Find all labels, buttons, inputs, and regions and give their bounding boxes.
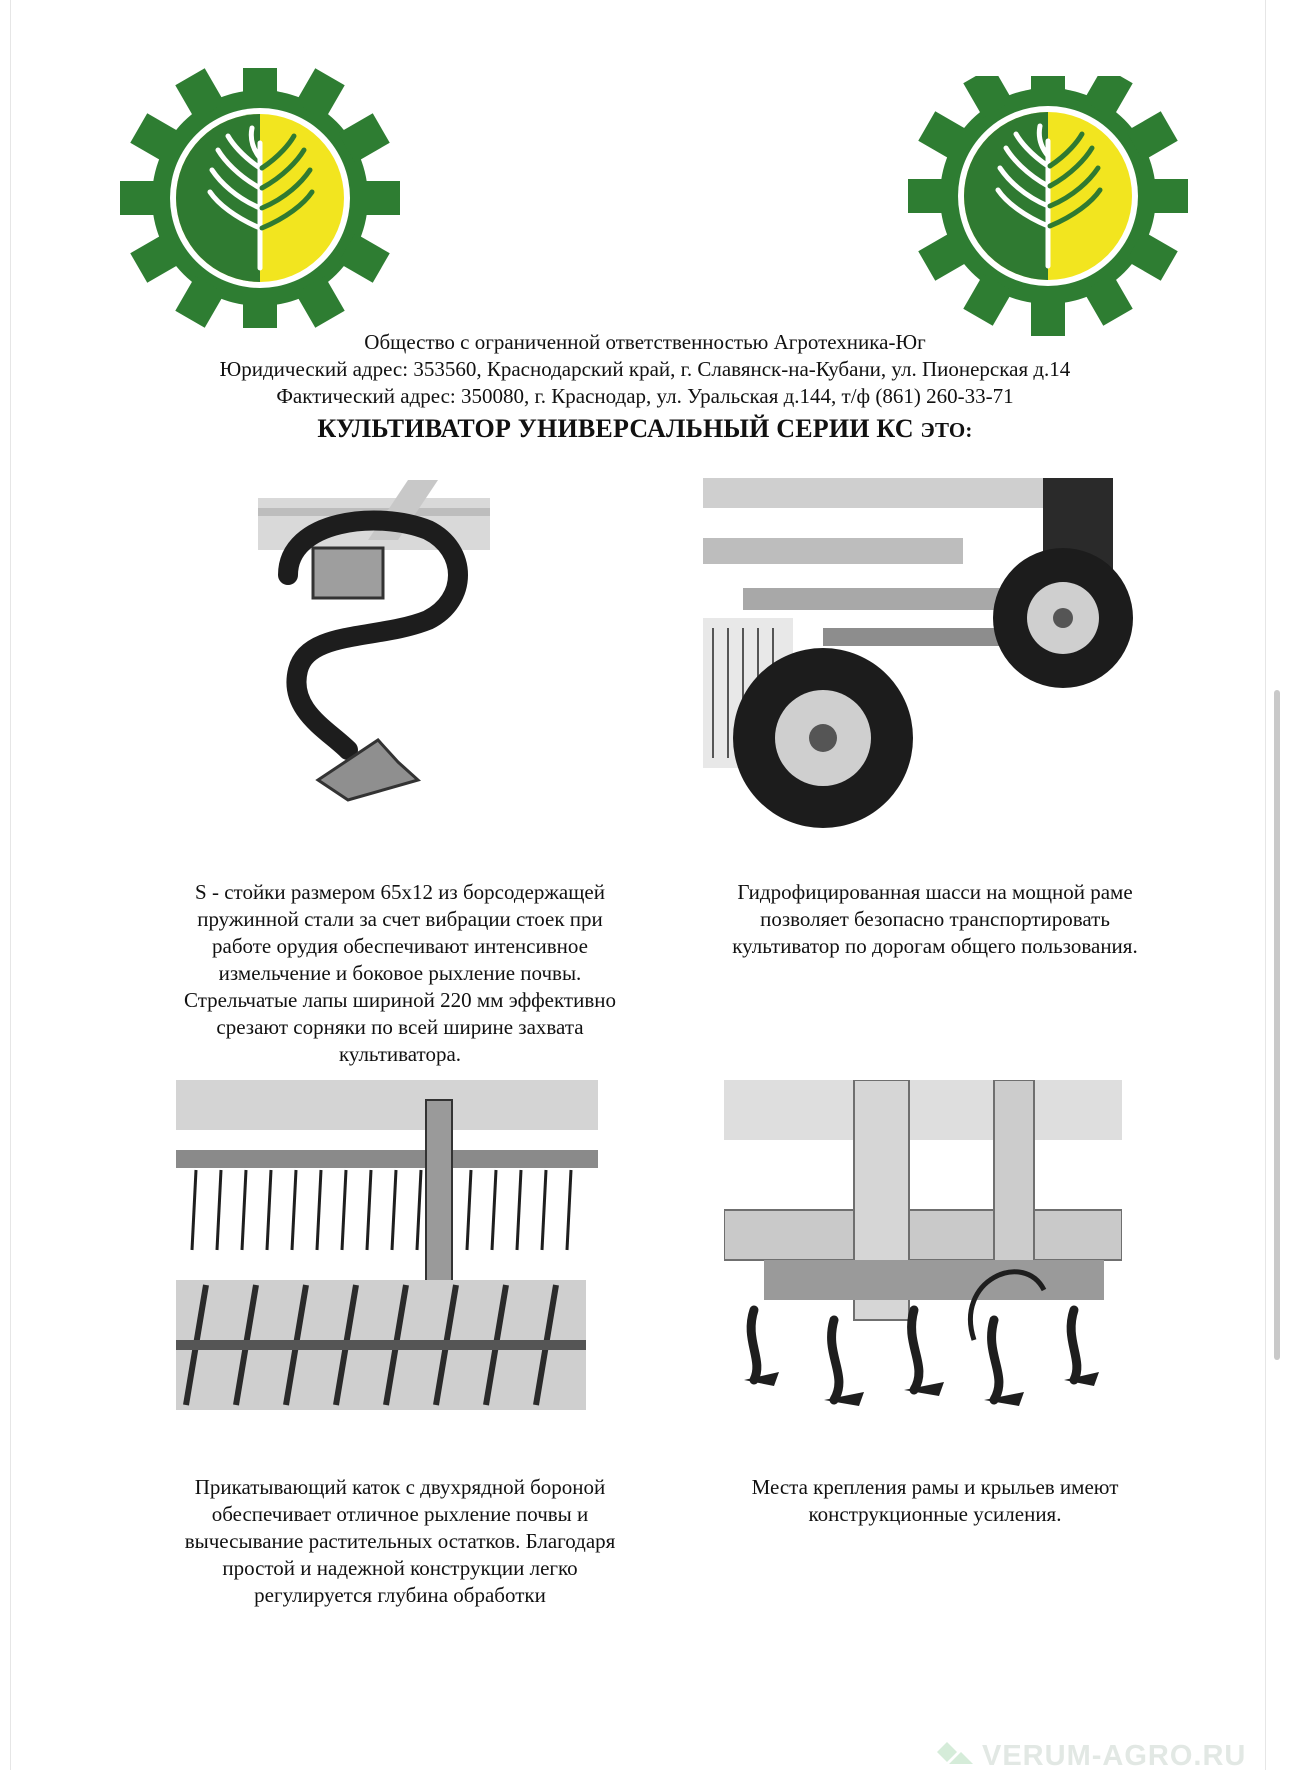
feature-caption — [690, 879, 1180, 960]
caption-line: Гидрофицированная шасси на мощной раме — [737, 880, 1133, 904]
caption-line: работе орудия обеспечивают интенсивное — [212, 934, 588, 958]
caption-line: срезают сорняки по всей ширине захвата — [216, 1015, 584, 1039]
actual-address: Фактический адрес: 350080, г. Краснодар, ул. Уральская д.144, т/ф (861) 260-33-71 — [276, 384, 1014, 408]
feature-caption — [690, 1474, 1180, 1528]
watermark-text: VERUM-AGRO.RU — [982, 1740, 1247, 1772]
chassis-wheels-icon — [703, 478, 1143, 838]
legal-address: Юридический адрес: 353560, Краснодарский край, г. Славянск-на-Кубани, ул. Пионерская д.14 — [219, 357, 1071, 381]
caption-line: регулируется глубина обработки — [254, 1583, 546, 1607]
feature-caption — [140, 879, 660, 1068]
title-tail: ЭТО: — [920, 418, 973, 442]
agrotechnika-logo-icon — [120, 68, 400, 328]
roller-harrow-icon — [176, 1080, 598, 1442]
caption-line: культиватор по дорогам общего пользования. — [732, 934, 1138, 958]
scrollbar[interactable] — [1274, 690, 1280, 1360]
feature-caption — [140, 1474, 660, 1609]
caption-line: Стрельчатые лапы шириной 220 мм эффективно — [183, 988, 616, 1012]
agrotechnika-logo-icon — [908, 76, 1188, 336]
caption-line: позволяет безопасно транспортировать — [760, 907, 1110, 931]
frame-mount-icon — [724, 1080, 1122, 1442]
caption-line: Прикатывающий каток с двухрядной бороной — [194, 1475, 606, 1499]
caption-line: измельчение и боковое рыхление почвы. — [218, 961, 582, 985]
caption-line: пружинной стали за счет вибрации стоек при — [197, 907, 603, 931]
company-name: Общество с ограниченной ответственностью Агротехника-Юг — [364, 330, 926, 354]
caption-line: конструкционные усиления. — [808, 1502, 1062, 1526]
s-tine-icon — [258, 480, 490, 825]
caption-line: S - стойки размером 65х12 из борсодержащей — [195, 880, 605, 904]
caption-line: Места крепления рамы и крыльев имеют — [751, 1475, 1119, 1499]
verum-logo-icon — [935, 1742, 977, 1768]
caption-line: простой и надежной конструкции легко — [222, 1556, 578, 1580]
page-title — [0, 414, 1290, 444]
page-edge-right — [1265, 0, 1266, 1770]
title-main: КУЛЬТИВАТОР УНИВЕРСАЛЬНЫЙ СЕРИИ КС — [317, 414, 914, 443]
caption-line: вычесывание растительных остатков. Благодаря — [184, 1529, 616, 1553]
caption-line: культиватора. — [338, 1042, 462, 1066]
page-edge-left — [10, 0, 11, 1770]
caption-line: обеспечивает отличное рыхление почвы и — [211, 1502, 589, 1526]
